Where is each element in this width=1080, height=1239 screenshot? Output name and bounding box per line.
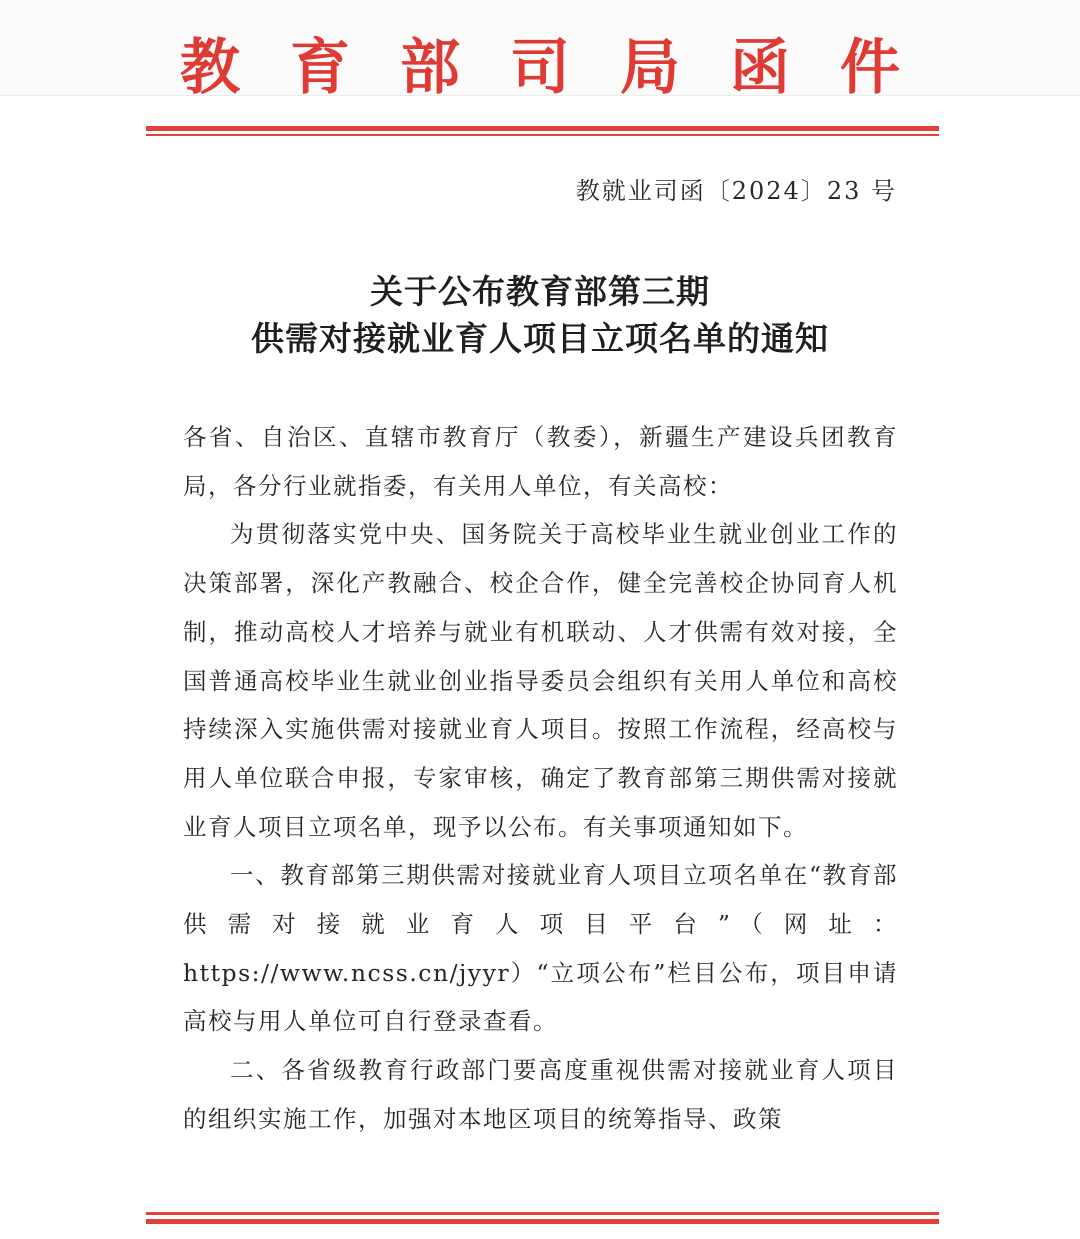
document-title-line-1: 关于公布教育部第三期: [370, 272, 710, 311]
red-rule-thin: [146, 134, 939, 136]
footer-red-rule: [146, 1212, 939, 1226]
letterhead-red-rule: [146, 126, 939, 137]
body-paragraph-3: 二、各省级教育行政部门要高度重视供需对接就业育人项目的组织实施工作，加强对本地区项目的统筹指导、政策: [183, 1056, 898, 1133]
body-paragraph-1: 为贯彻落实党中央、国务院关于高校毕业生就业创业工作的决策部署，深化产教融合、校企合作，健全完善校企协同育人机制，推动高校人才培养与就业有机联动、人才供需有效对接，全国普通高校毕业生就业创业指导委员会组织有关用人单位和高校持续深入实施供需对接就业育人项目。按照工作流程，经高校与用人单位联合申报，专家审核，确定了教育部第三期供需对接就业育人项目立项名单，现予以公布。有关事项通知如下。: [183, 520, 898, 841]
letterhead-title: 教育部司局函件: [180, 33, 950, 103]
footer-rule-thick: [146, 1219, 939, 1224]
document-number: 教就业司函〔2024〕23 号: [575, 177, 897, 205]
body-paragraph-2: 一、教育部第三期供需对接就业育人项目立项名单在“教育部供需对接就业育人项目平台”（网址：https://www.ncss.cn/jyyr）“立项公布”栏目公布，项目申请高校与用人单位可自行登录查看。: [183, 861, 898, 1036]
salutation: 各省、自治区、直辖市教育厅（教委），新疆生产建设兵团教育局，各分行业就指委，有关用人单位，有关高校：: [183, 423, 898, 500]
footer-rule-thin: [146, 1212, 939, 1215]
document-body: [183, 413, 898, 1144]
red-rule-thick: [146, 126, 939, 131]
document-title-line-2: 供需对接就业育人项目立项名单的通知: [251, 319, 829, 358]
